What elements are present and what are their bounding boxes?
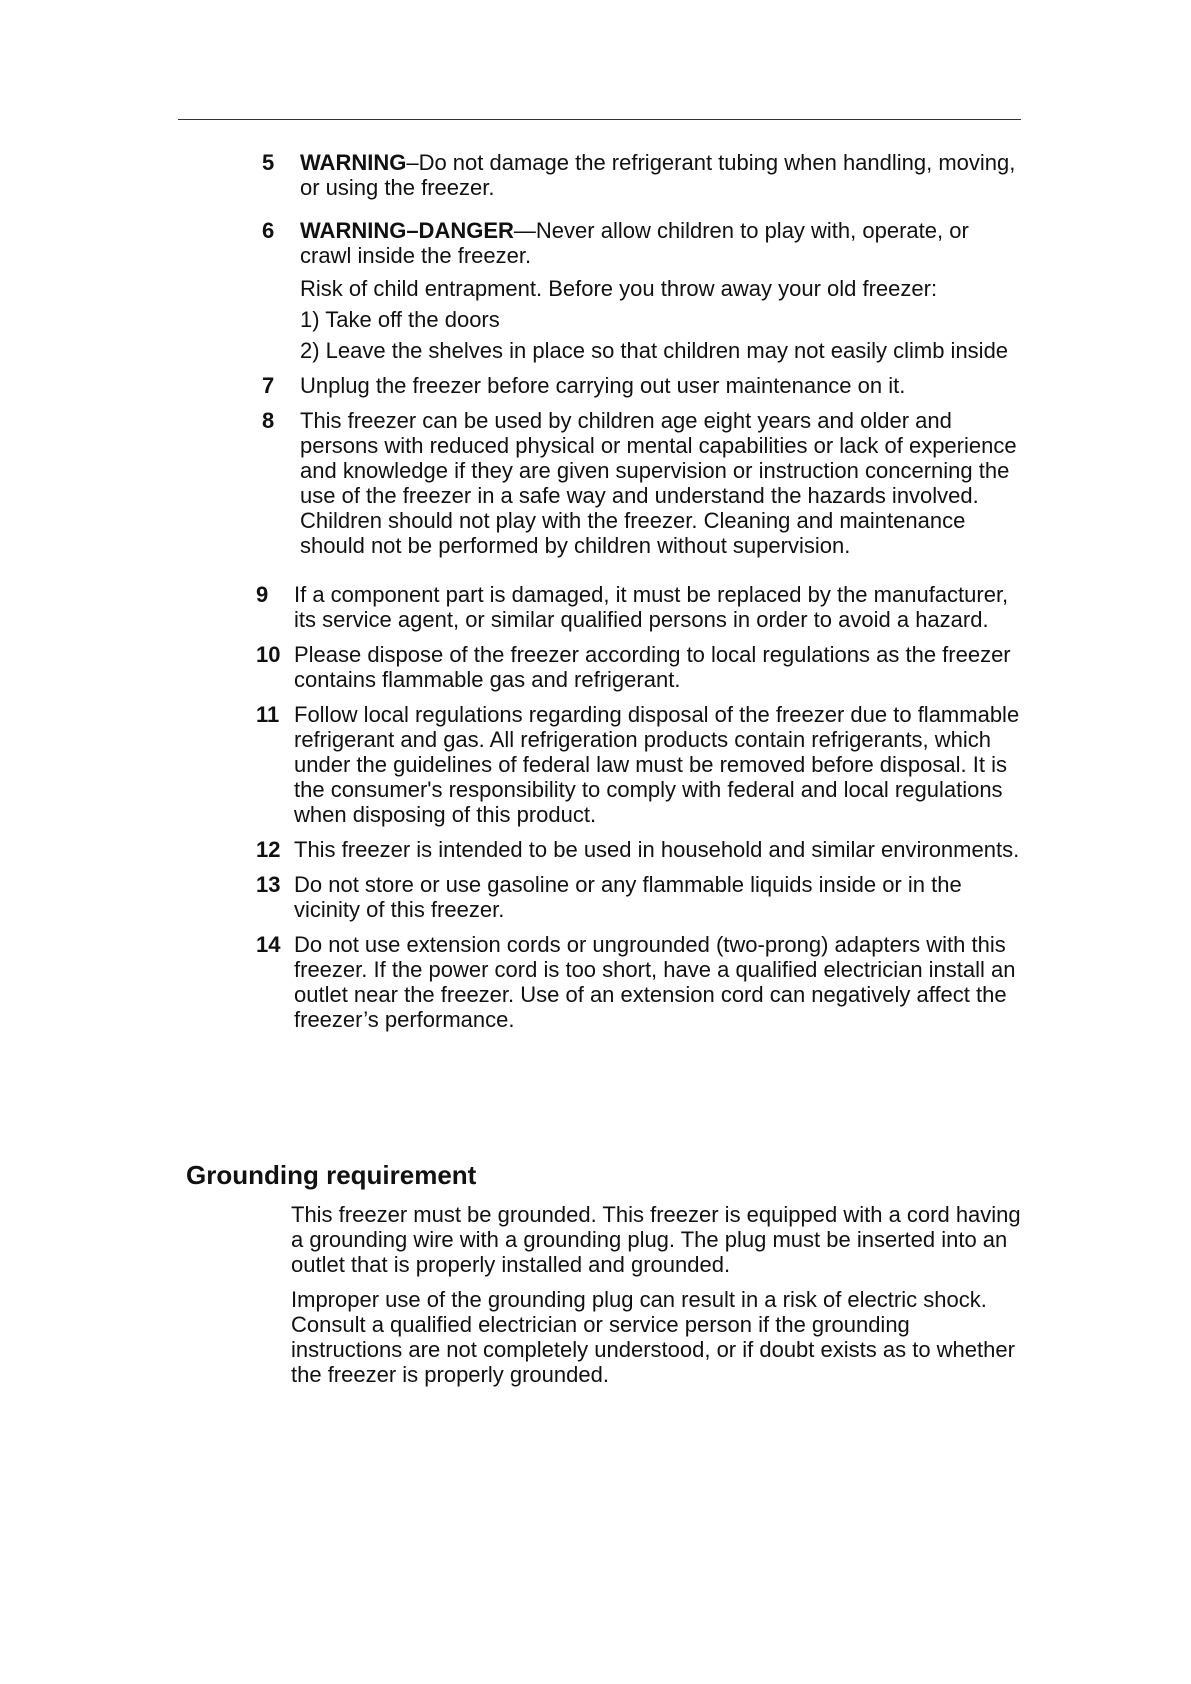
item-text: —Never allow children to play with, operate, or crawl inside the freezer. [300, 218, 969, 268]
list-item [262, 408, 1022, 558]
grounding-section [291, 1202, 1021, 1397]
item-text: This freezer can be used by children age eight years and older and persons with reduced physical or mental capabilities or lack of experience and knowledge if they are given supervision or instruction concerning the use of the freezer in a safe way and understand the hazards involved. Children should not play with the freezer. Cleaning and maintenance should not be performed by children without supervision. [300, 408, 1017, 558]
list-item [256, 582, 1022, 632]
item-text: This freezer is intended to be used in household and similar environments. [294, 837, 1020, 862]
list-item [256, 932, 1022, 1032]
item-text: Follow local regulations regarding disposal of the freezer due to flammable refrigerant and gas. All refrigeration products contain refrigerants, which under the guidelines of federal law must be removed before disposal. It is the consumer's responsibility to comply with federal and local regulations when disposing of this product. [294, 702, 1020, 827]
item-text: Unplug the freezer before carrying out user maintenance on it. [300, 373, 906, 398]
item-number: 5 [262, 150, 275, 175]
header-rule [178, 119, 1021, 120]
item-number: 9 [256, 582, 269, 607]
list-item [262, 150, 1022, 208]
list-item [256, 872, 1022, 922]
entrapment-step: 2) Leave the shelves in place so that children may not easily climb inside [300, 338, 1009, 363]
item-text: If a component part is damaged, it must be replaced by the manufacturer, its service agent, or similar qualified persons in order to avoid a hazard. [294, 582, 1009, 632]
entrapment-note: Risk of child entrapment. Before you throw away your old freezer: [300, 276, 938, 301]
item-number: 6 [262, 218, 275, 243]
grounding-paragraph: This freezer must be grounded. This freezer is equipped with a cord having a grounding wire with a grounding plug. The plug must be inserted into an outlet that is properly installed and grounded. [291, 1202, 1021, 1277]
item-body [300, 218, 1022, 363]
entrapment-step: 1) Take off the doors [300, 307, 500, 332]
item-text: –Do not damage the refrigerant tubing when handling, moving, or using the freezer. [300, 150, 1016, 200]
section-heading: Grounding requirement [186, 1160, 477, 1190]
list-item [262, 218, 1022, 363]
item-number: 8 [262, 408, 275, 433]
list-item [256, 837, 1022, 862]
safety-list [256, 150, 1022, 1042]
warning-label: WARNING–DANGER [300, 218, 514, 243]
list-item [262, 373, 1022, 398]
item-number: 11 [256, 702, 280, 727]
item-number: 14 [256, 932, 281, 957]
item-number: 13 [256, 872, 281, 897]
item-body [300, 150, 1022, 208]
item-text: Do not use extension cords or ungrounded (two-prong) adapters with this freezer. If the power cord is too short, have a qualified electrician install an outlet near the freezer. Use of an extension cord can negatively affect the freezer’s performance. [294, 932, 1016, 1032]
item-text: Please dispose of the freezer according to local regulations as the freezer contains flammable gas and refrigerant. [294, 642, 1011, 692]
grounding-paragraph: Improper use of the grounding plug can result in a risk of electric shock. Consult a qualified electrician or service person if the grounding instructions are not completely understood, or if doubt exists as to whether the freezer is properly grounded. [291, 1287, 1015, 1387]
item-text: Do not store or use gasoline or any flammable liquids inside or in the vicinity of this freezer. [294, 872, 962, 922]
warning-label: WARNING [300, 150, 407, 175]
item-number: 7 [262, 373, 275, 398]
item-number: 10 [256, 642, 281, 667]
list-item [256, 642, 1022, 692]
item-number: 12 [256, 837, 281, 862]
list-item [256, 702, 1022, 827]
